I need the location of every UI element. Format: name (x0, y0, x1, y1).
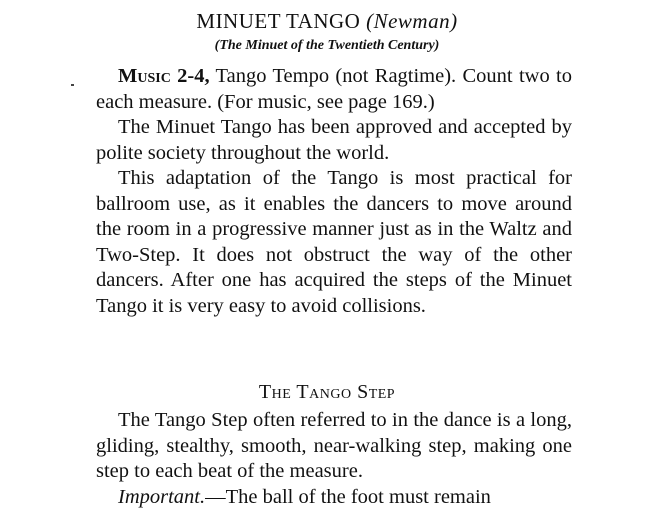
title-main: MINUET TANGO (196, 9, 361, 33)
important-paragraph (96, 485, 572, 511)
page-title (0, 8, 654, 34)
intro-section (96, 64, 572, 319)
tango-step-section (96, 408, 572, 510)
important-label: Important. (118, 485, 206, 508)
tango-step-paragraph: The Tango Step often referred to in the dance is a long, gliding, stealthy, smooth, near-walking step, making one step to each beat of the measure. (96, 409, 572, 482)
music-label: Music 2-4, (118, 65, 210, 87)
important-text: —The ball of the foot must remain (205, 485, 491, 508)
music-paragraph (96, 64, 572, 115)
approval-paragraph: The Minuet Tango has been approved and accepted by polite society throughout the world. (96, 116, 572, 164)
title-author: (Newman) (366, 9, 458, 33)
section-heading: The Tango Step (258, 381, 396, 403)
adaptation-paragraph: This adaptation of the Tango is most practical for ballroom use, as it enables the dancers to move around the room in a progressive manner just as in the Waltz and Two-Step. It does not obstruct the way of the other dancers. After one has acquired the steps of the Minuet Tango it is very easy to avoid collisions. (96, 167, 572, 317)
music-text: Tango Tempo (not Ragtime). Count two to each measure. (For music, see page 169.) (96, 65, 572, 113)
print-speck (71, 84, 74, 86)
page-subtitle: (The Minuet of the Twentieth Century) (214, 38, 440, 53)
